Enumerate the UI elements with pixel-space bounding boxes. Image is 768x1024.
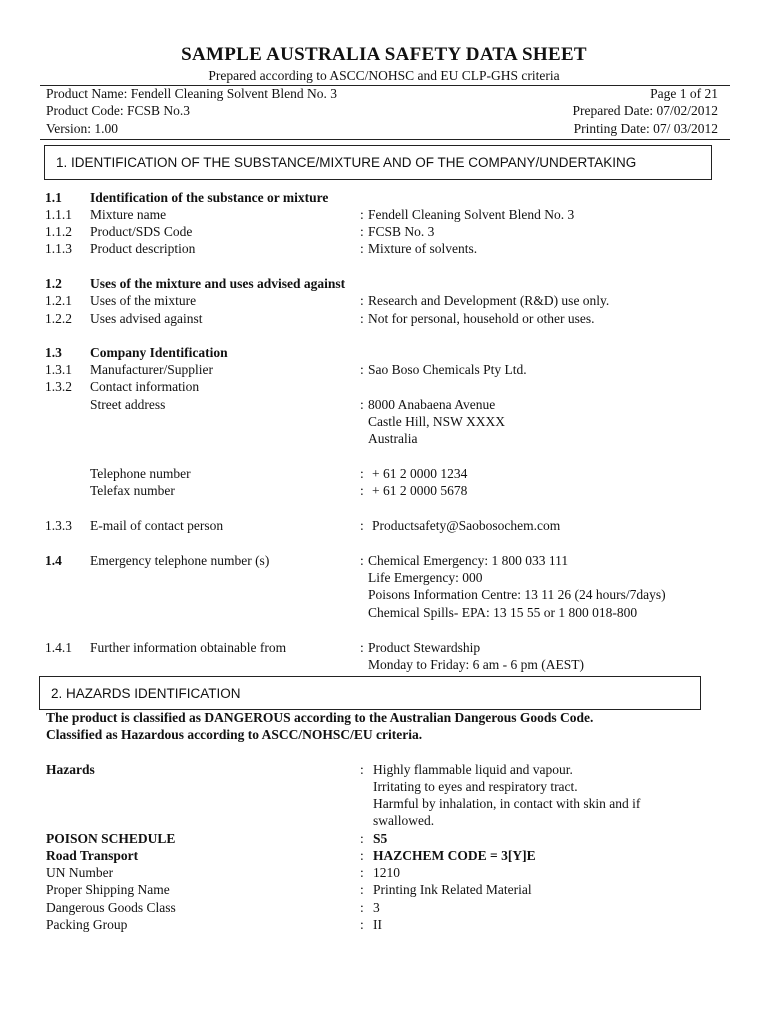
header-bottom-rule bbox=[40, 139, 730, 140]
colon: : bbox=[360, 900, 364, 915]
section-1-heading-text: 1. IDENTIFICATION OF THE SUBSTANCE/MIXTURE AND OF THE COMPANY/UNDERTAKING bbox=[56, 155, 637, 170]
telephone-value: + 61 2 0000 1234 bbox=[372, 466, 468, 481]
version: Version: 1.00 bbox=[46, 121, 118, 136]
packing-group-label: Packing Group bbox=[46, 917, 128, 932]
item-num: 1.3.3 bbox=[45, 518, 72, 533]
item-label: Further information obtainable from bbox=[90, 640, 287, 655]
poison-schedule-label: POISON SCHEDULE bbox=[46, 831, 176, 846]
item-num: 1.1.2 bbox=[45, 224, 72, 239]
poison-schedule-value: S5 bbox=[373, 831, 388, 846]
item-value: Sao Boso Chemicals Pty Ltd. bbox=[368, 362, 527, 377]
page-number: Page 1 of 21 bbox=[650, 86, 718, 101]
document-subtitle: Prepared according to ASCC/NOHSC and EU CLP-GHS criteria bbox=[208, 68, 560, 83]
dg-class-label: Dangerous Goods Class bbox=[46, 900, 176, 915]
classification-line2: Classified as Hazardous according to ASCC/NOHSC/EU criteria. bbox=[46, 727, 423, 742]
colon: : bbox=[360, 518, 364, 533]
product-name: Product Name: Fendell Cleaning Solvent Blend No. 3 bbox=[46, 86, 337, 101]
hazard-line1: Highly flammable liquid and vapour. bbox=[373, 762, 573, 777]
item-label: Product description bbox=[90, 241, 196, 256]
item-label: Mixture name bbox=[90, 207, 167, 222]
classification-line1: The product is classified as DANGEROUS according to the Australian Dangerous Goods Code. bbox=[46, 710, 594, 725]
item-num: 1.2.2 bbox=[45, 311, 72, 326]
shipping-name-value: Printing Ink Related Material bbox=[373, 882, 532, 897]
colon: : bbox=[360, 311, 364, 326]
item-label: Telephone number bbox=[90, 466, 191, 481]
colon: : bbox=[360, 483, 364, 498]
section-title: Uses of the mixture and uses advised against bbox=[90, 276, 346, 291]
hazard-line3: Harmful by inhalation, in contact with skin and if bbox=[373, 796, 641, 811]
item-num: 1.4.1 bbox=[45, 640, 72, 655]
colon: : bbox=[360, 293, 364, 308]
item-label: Telefax number bbox=[90, 483, 175, 498]
item-label: Contact information bbox=[90, 379, 200, 394]
section-num: 1.2 bbox=[45, 276, 62, 291]
hazard-line2: Irritating to eyes and respiratory tract. bbox=[373, 779, 578, 794]
section-2-heading-text: 2. HAZARDS IDENTIFICATION bbox=[51, 685, 241, 701]
product-code: Product Code: FCSB No.3 bbox=[46, 103, 191, 118]
item-label: E-mail of contact person bbox=[90, 518, 224, 533]
item-label: Emergency telephone number (s) bbox=[90, 553, 270, 568]
dg-class-value: 3 bbox=[373, 900, 380, 915]
hazard-line4: swallowed. bbox=[373, 813, 435, 828]
item-num: 1.1.1 bbox=[45, 207, 72, 222]
section-num: 1.4 bbox=[45, 553, 62, 568]
email-value[interactable]: Productsafety@Saobosochem.com bbox=[372, 518, 561, 533]
colon: : bbox=[360, 362, 364, 377]
item-value: Fendell Cleaning Solvent Blend No. 3 bbox=[368, 207, 575, 222]
item-value: FCSB No. 3 bbox=[368, 224, 435, 239]
item-label: Manufacturer/Supplier bbox=[90, 362, 213, 377]
item-value: Mixture of solvents. bbox=[368, 241, 478, 256]
item-num: 1.2.1 bbox=[45, 293, 72, 308]
colon: : bbox=[360, 553, 364, 568]
section-num: 1.1 bbox=[45, 190, 62, 205]
section-title: Company Identification bbox=[90, 345, 228, 360]
colon: : bbox=[360, 207, 364, 222]
item-label: Uses advised against bbox=[90, 311, 203, 326]
item-label: Street address bbox=[90, 397, 166, 412]
colon: : bbox=[360, 640, 364, 655]
hazchem-code-value: HAZCHEM CODE = 3[Y]E bbox=[373, 848, 536, 863]
colon: : bbox=[360, 831, 364, 846]
emergency-line1: Chemical Emergency: 1 800 033 111 bbox=[368, 553, 569, 568]
item-value: Research and Development (R&D) use only. bbox=[368, 293, 610, 308]
colon: : bbox=[360, 848, 364, 863]
further-info-line1: Product Stewardship bbox=[368, 640, 481, 655]
hazards-label: Hazards bbox=[46, 762, 95, 777]
item-num: 1.3.1 bbox=[45, 362, 72, 377]
printing-date: Printing Date: 07/ 03/2012 bbox=[573, 121, 718, 136]
colon: : bbox=[360, 466, 364, 481]
emergency-line2: Life Emergency: 000 bbox=[368, 570, 483, 585]
colon: : bbox=[360, 917, 364, 932]
un-number-label: UN Number bbox=[46, 865, 114, 880]
emergency-line3: Poisons Information Centre: 13 11 26 (24 hours/7days) bbox=[368, 587, 666, 602]
section-1-heading bbox=[44, 145, 712, 180]
street-address-line2: Castle Hill, NSW XXXX bbox=[368, 414, 505, 429]
colon: : bbox=[360, 241, 364, 256]
emergency-line4: Chemical Spills- EPA: 13 15 55 or 1 800 018-800 bbox=[368, 605, 638, 620]
colon: : bbox=[360, 224, 364, 239]
item-value: Not for personal, household or other uses. bbox=[368, 311, 595, 326]
road-transport-label: Road Transport bbox=[46, 848, 139, 863]
street-address-line1: 8000 Anabaena Avenue bbox=[368, 397, 496, 412]
item-num: 1.1.3 bbox=[45, 241, 72, 256]
section-2-heading bbox=[39, 676, 701, 710]
colon: : bbox=[360, 865, 364, 880]
colon: : bbox=[360, 762, 364, 777]
section-title: Identification of the substance or mixture bbox=[90, 190, 329, 205]
telefax-value: + 61 2 0000 5678 bbox=[372, 483, 468, 498]
item-label: Uses of the mixture bbox=[90, 293, 197, 308]
item-num: 1.3.2 bbox=[45, 379, 72, 394]
colon: : bbox=[360, 397, 364, 412]
packing-group-value: II bbox=[373, 917, 382, 932]
item-label: Product/SDS Code bbox=[90, 224, 193, 239]
street-address-line3: Australia bbox=[368, 431, 418, 446]
colon: : bbox=[360, 882, 364, 897]
further-info-line2: Monday to Friday: 6 am - 6 pm (AEST) bbox=[368, 657, 584, 672]
document-title: SAMPLE AUSTRALIA SAFETY DATA SHEET bbox=[181, 44, 587, 65]
prepared-date: Prepared Date: 07/02/2012 bbox=[572, 103, 718, 118]
un-number-value: 1210 bbox=[373, 865, 400, 880]
shipping-name-label: Proper Shipping Name bbox=[46, 882, 170, 897]
section-num: 1.3 bbox=[45, 345, 62, 360]
